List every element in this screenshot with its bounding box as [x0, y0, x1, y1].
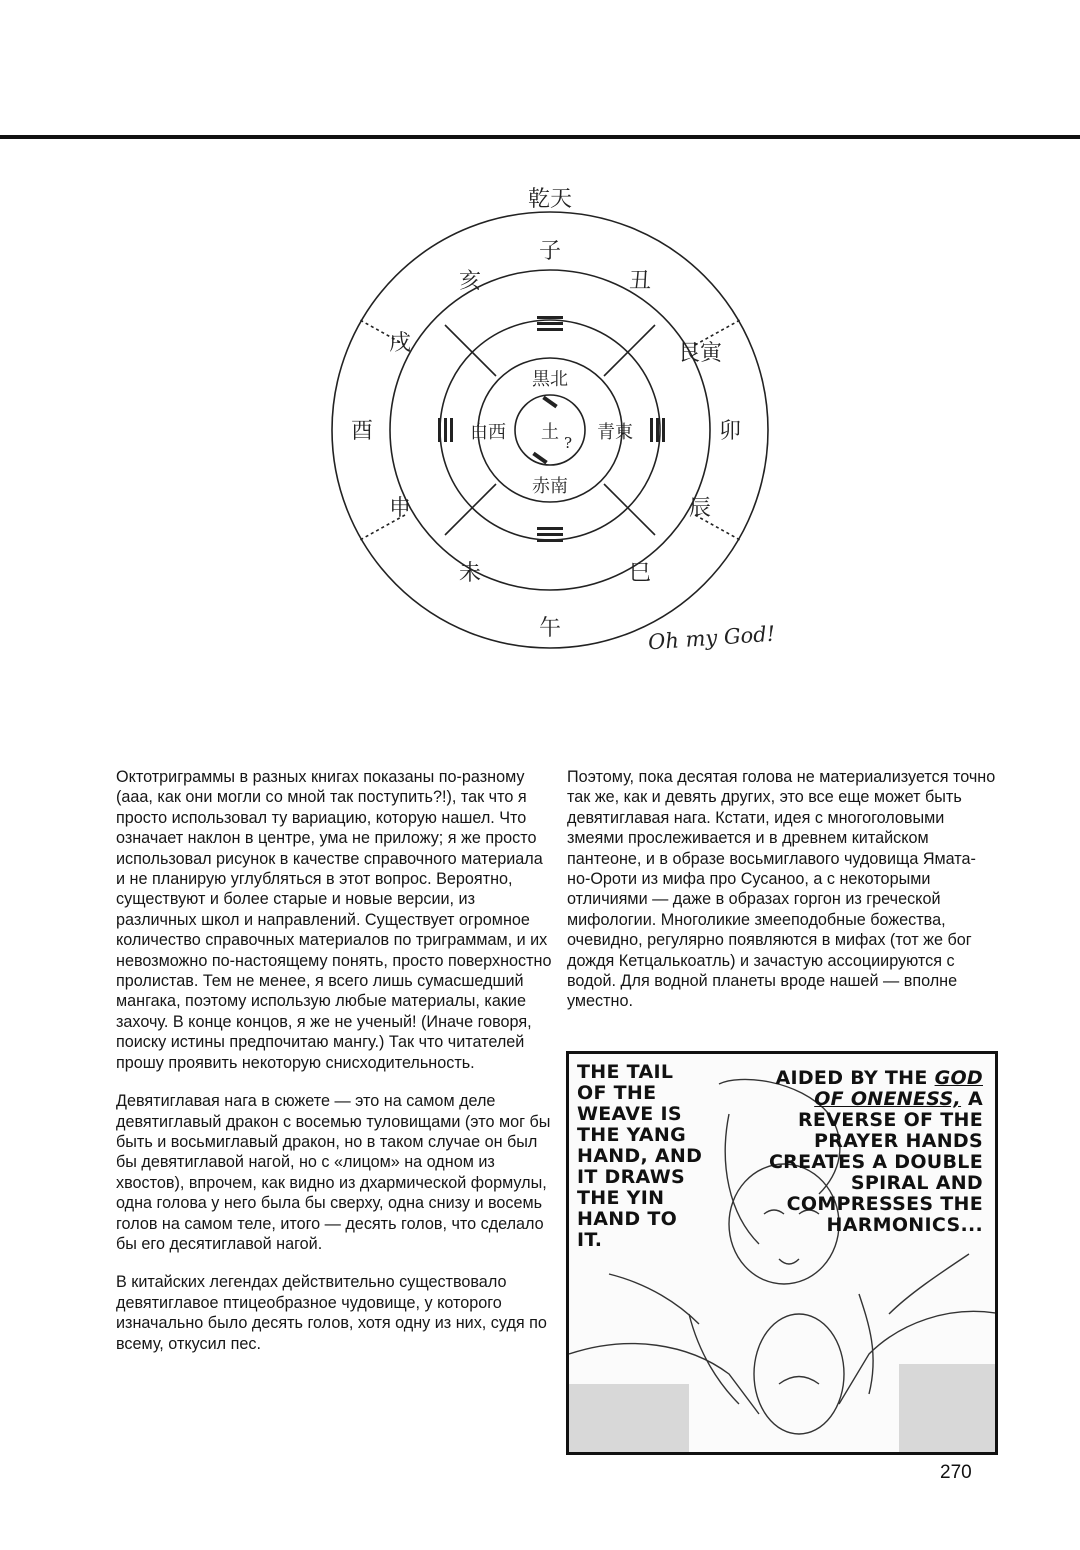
- label-question: ?: [563, 434, 573, 452]
- label-qian: 乾天: [527, 187, 573, 212]
- label-west: 白西: [470, 422, 506, 443]
- paragraph: Октотриграммы в разных книгах показаны по-разному (ааа, как они могли со мной так поступить?!), так что я просто использовал ту вариацию, которую нашел. Что означает наклон в центре, ума не приложу; я же просто использовал рисунок в качестве справочного материала и не планирую углубляться в этот вопрос. Вероятно, существуют и более старые и новые версии, из различных школ и направлений. Существует огромное количество справочных материалов по триграммам, и их невозможно по-настоящему понять, просто поверхностно пролистав. Тем не менее, я всего лишь сумасшедший мангака, поэтому использую любые материалы, какие захочу. В конце концов, я же не ученый! (Иначе говоря, поиску истины предпочитаю мангу.) Так что читателей прошу проявить некоторую снисходительность.: [116, 768, 552, 1072]
- manga-panel: [566, 1051, 998, 1455]
- text-column-right: [567, 767, 997, 1030]
- label-mao: 卯: [718, 419, 742, 444]
- label-hai: 亥: [458, 269, 482, 294]
- paragraph: Девятиглавая нага в сюжете — это на самом деле девятиглавый дракон с восемью туловищами (это мог бы быть и восьмиглавый дракон, но в таком случае он был бы девятиглавой нагой, но с «лицом» на одном из хвостов), впрочем, как видно из дхармической формулы, одна голова у него была бы сверху, одна снизу и восемь голов на самом теле, итого — десять голов, что сделало бы его десятиглавой нагой.: [116, 1092, 551, 1253]
- octotrigram-svg: [300, 180, 800, 680]
- label-east: 青東: [597, 422, 633, 443]
- caption-right-intro: AIDED BY THE: [775, 1067, 928, 1089]
- paragraph: В китайских легендах действительно существовало девятиглавое птицеобразное чудовище, у которого изначально было десять голов, хотя одну из них, судя по всему, откусил пес.: [116, 1273, 547, 1353]
- page-number: 270: [940, 1462, 972, 1483]
- label-yin: 艮寅: [677, 341, 723, 366]
- label-si: 巳: [628, 561, 652, 586]
- octotrigram-diagram: [300, 180, 800, 680]
- paragraph: Поэтому, пока десятая голова не материализуется точно так же, как и девять других, это все еще может быть девятиглавая нага. Кстати, идея с многоголовыми змеями прослеживается и в древнем китайском пантеоне, и в образе восьмиглавого чудовища Ямата-но-Ороти из мифа про Сусаноо, а с некоторыми отличиями — даже в образах горгон из греческой мифологии. Многоликие змееподобные божества, очевидно, регулярно появляются в мифах (тот же бог дождя Кетцалькоатль) и зачастую ассоциируются с водой. Для водной планеты вроде нашей — вполне уместно.: [567, 768, 996, 1011]
- label-chen: 辰: [688, 496, 712, 521]
- caption-right-emphasis: GOD OF ONENESS,: [814, 1067, 983, 1110]
- signature-text: Oh my God!: [647, 621, 776, 655]
- label-chou: 丑: [628, 269, 652, 294]
- label-wu: 午: [538, 616, 562, 641]
- label-north: 黒北: [532, 369, 568, 390]
- label-you: 酉: [350, 419, 374, 444]
- label-xu: 戌: [388, 331, 412, 356]
- label-south: 赤南: [532, 476, 568, 497]
- caption-right-rest: A REVERSE OF THE PRAYER HANDS CREATES A DOUBLE SPIRAL AND COMPRESSES THE HARMONICS...: [768, 1088, 983, 1236]
- label-zi: 子: [538, 239, 562, 264]
- label-earth: 土: [541, 422, 559, 443]
- text-column-left: [116, 767, 552, 1372]
- top-rule: [0, 135, 1080, 139]
- caption-right: [743, 1068, 983, 1236]
- label-shen: 申: [388, 496, 412, 521]
- label-wei: 未: [458, 561, 482, 586]
- caption-left: THE TAIL OF THE WEAVE IS THE YANG HAND, AND IT DRAWS THE YIN HAND TO IT.: [577, 1061, 703, 1251]
